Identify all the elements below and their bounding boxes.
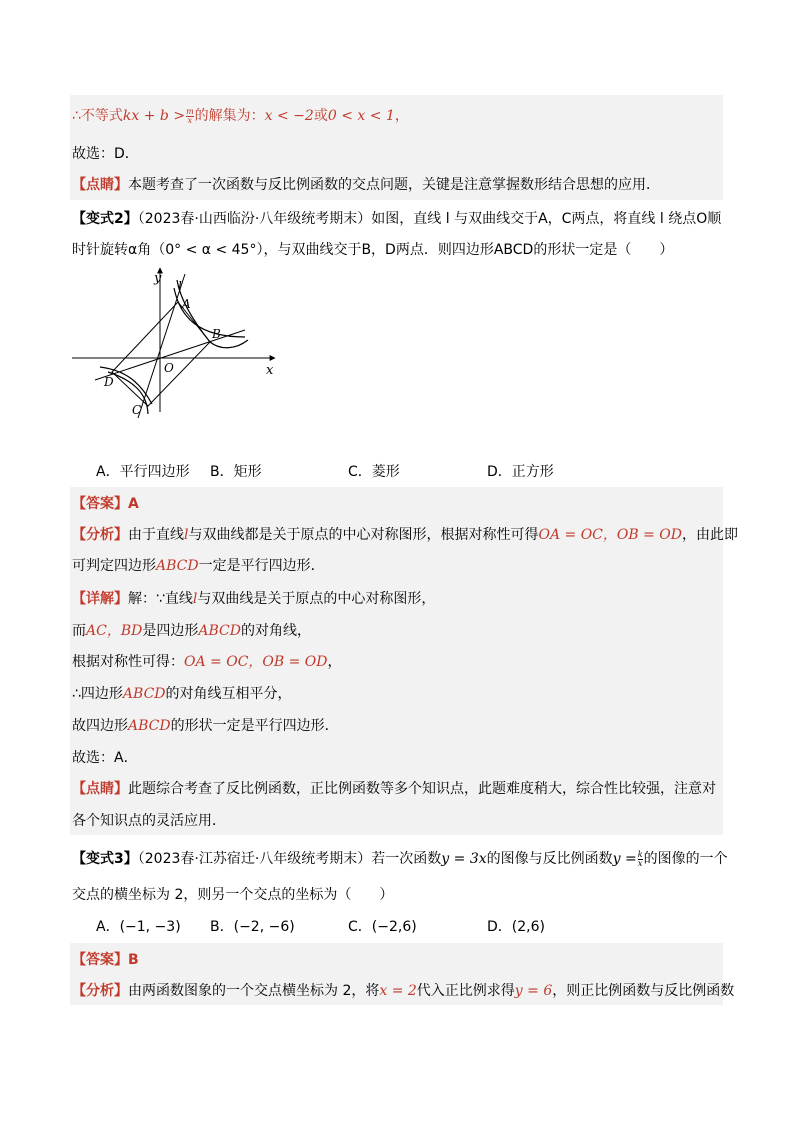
q2-option-a[interactable]: A．平行四边形 (96, 464, 190, 480)
svg-text:O: O (164, 361, 174, 375)
hyperbola-branch-upper (174, 288, 245, 337)
detail-line-4: ∴四边形ABCD的对角线互相平分， (72, 686, 292, 702)
line-l (138, 274, 185, 418)
tip-line-2b: 各个知识点的灵活应用． (72, 813, 226, 829)
question-2-line-2: 时针旋转α角（0° < α < 45°），与双曲线交于B，D两点．则四边形ABCD的形状一定是（ ） (72, 242, 674, 258)
fraction-k-over-x: $\frac{k}{x}$ (637, 849, 643, 868)
analysis-line-2b: 可判定四边形ABCD一定是平行四边形． (72, 558, 325, 574)
q3-option-d[interactable]: D．(2,6) (487, 919, 545, 935)
q2-option-c[interactable]: C．菱形 (348, 464, 400, 480)
q3-option-a[interactable]: A．(−1, −3) (96, 919, 181, 935)
q3-option-b[interactable]: B．(−2, −6) (210, 919, 295, 935)
svg-text:x: x (266, 363, 274, 378)
tip-line-1: 【点睛】本题考查了一次函数与反比例函数的交点问题，关键是注意掌握数形结合思想的应用． (72, 177, 660, 193)
svg-text:A: A (182, 297, 191, 311)
q2-option-d[interactable]: D．正方形 (487, 464, 554, 480)
svg-text:D: D (104, 375, 114, 389)
detail-line-3: 根据对称性可得：OA = OC，OB = OD， (72, 654, 342, 670)
hyperbola-figure (70, 262, 290, 422)
svg-text:y: y (154, 271, 162, 286)
hyperbola-branch-lower (108, 372, 148, 414)
q2-option-b[interactable]: B．矩形 (210, 464, 262, 480)
detail-line-5: 故四边形ABCD的形状一定是平行四边形． (72, 718, 339, 734)
solution-set-line: ∴不等式kx + b > $\frac{m}{x}$ 的解集为：x < −2或0 < x < 1， (72, 106, 409, 125)
analysis-line-2a: 【分析】由于直线l与双曲线都是关于原点的中心对称图形，根据对称性可得OA = OC，OB = OD，由此即 (72, 527, 738, 543)
tip-line-2a: 【点睛】此题综合考查了反比例函数，正比例函数等多个知识点，此题难度稍大，综合性比较强，注意对 (72, 781, 716, 797)
answer-line-2: 【答案】A (72, 496, 139, 512)
answer-line-3: 【答案】B (72, 952, 139, 968)
detail-line-1: 【详解】解：∵直线l与双曲线是关于原点的中心对称图形， (72, 591, 436, 607)
svg-text:l: l (178, 279, 182, 293)
svg-text:C: C (132, 403, 142, 417)
question-3-line-2: 交点的横坐标为 2，则另一个交点的坐标为（ ） (72, 887, 394, 903)
detail-line-2: 而AC，BD是四边形ABCD的对角线， (72, 623, 311, 639)
quadrilateral-abcd (112, 302, 210, 406)
question-3-line-1: 【变式3】（2023春·江苏宿迁·八年级统考期末）若一次函数y = 3x的图像与反比例函数y = $\frac{k}{x}$ 的图像的一个 (72, 849, 728, 868)
fraction-m-over-x: $\frac{m}{x}$ (186, 106, 194, 125)
q3-option-c[interactable]: C．(−2,6) (348, 919, 417, 935)
question-2-line-1: 【变式2】（2023春·山西临汾·八年级统考期末）如图，直线 l 与双曲线交于A，C两点，将直线 l 绕点O顺 (72, 211, 722, 227)
choose-line-2: 故选：A． (72, 750, 138, 766)
analysis-line-3: 【分析】由两函数图象的一个交点横坐标为 2，将x = 2代入正比例求得y = 6，则正比例函数与反比例函数 (72, 983, 735, 999)
choose-line-1: 故选：D． (72, 146, 139, 162)
svg-text:B: B (212, 327, 221, 341)
